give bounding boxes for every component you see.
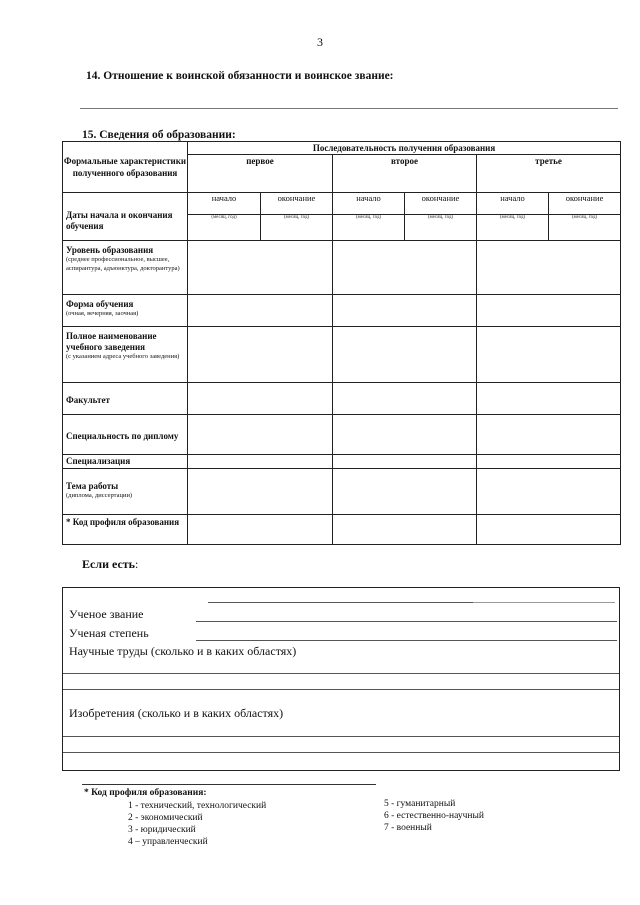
row-main: Даты начала и окончания обучения xyxy=(66,209,173,231)
profile-item-5: 5 - гуманитарный xyxy=(384,799,456,809)
military-status-line[interactable] xyxy=(80,108,618,109)
start-label: начало xyxy=(477,193,549,215)
level-cell-1[interactable] xyxy=(188,241,333,295)
row-label-profile-code xyxy=(63,515,188,545)
specialty-cell-1[interactable] xyxy=(188,415,333,455)
row-label-thesis xyxy=(63,469,188,515)
academic-degree-line[interactable] xyxy=(196,640,617,641)
sequence-header: Последовательность получения образования xyxy=(188,142,621,155)
end-label: окончание xyxy=(261,193,333,215)
profile-item-1: 1 - технический, технологический xyxy=(128,801,267,811)
form-cell-2[interactable] xyxy=(333,295,477,327)
faculty-cell-1[interactable] xyxy=(188,383,333,415)
level-cell-3[interactable] xyxy=(477,241,621,295)
row-label-dates xyxy=(63,193,188,241)
row-label-form xyxy=(63,295,188,327)
profile-item-4: 4 – управленческий xyxy=(128,837,208,847)
scientific-works-label: Научные труды (сколько и в каких областях) xyxy=(69,644,297,658)
academic-rank-line[interactable] xyxy=(196,621,617,622)
page-number: 3 xyxy=(317,35,323,49)
row-main: * Код профиля образования xyxy=(66,517,180,527)
footnote-title: * Код профиля образования: xyxy=(84,788,207,798)
inventions-label: Изобретения (сколько и в каких областях) xyxy=(69,706,284,720)
row-main: Форма обучения xyxy=(66,299,134,309)
profile-item-3: 3 - юридический xyxy=(128,825,196,835)
column-second: второе xyxy=(333,155,477,193)
scientific-works-line-2[interactable] xyxy=(63,689,619,690)
row-sub: (очная, вечерняя, заочная) xyxy=(66,310,139,317)
institution-cell-2[interactable] xyxy=(333,327,477,383)
start-label: начало xyxy=(333,193,405,215)
date-unit: (месяц, год) xyxy=(211,215,237,220)
end-label: окончание xyxy=(549,193,621,215)
if-any-title xyxy=(82,557,138,572)
additional-info-box xyxy=(62,587,620,771)
date-unit: (месяц, год) xyxy=(427,215,454,220)
row-main: Специальность по диплому xyxy=(66,431,179,441)
if-any-colon: : xyxy=(135,557,139,571)
profile-item-7: 7 - военный xyxy=(384,823,432,833)
date-cell-start-1[interactable] xyxy=(188,215,261,241)
row-main: Факультет xyxy=(66,395,110,405)
rank-line-b[interactable] xyxy=(473,602,615,603)
row-label-specialty xyxy=(63,415,188,455)
profile-cell-2[interactable] xyxy=(333,515,477,545)
specialization-cell-1[interactable] xyxy=(188,455,333,469)
if-any-label: Если есть xyxy=(82,557,136,571)
thesis-cell-3[interactable] xyxy=(477,469,621,515)
row-main: Уровень образования xyxy=(66,245,154,255)
profile-cell-3[interactable] xyxy=(477,515,621,545)
column-third: третье xyxy=(477,155,621,193)
profile-item-2: 2 - экономический xyxy=(128,813,203,823)
column-first: первое xyxy=(188,155,333,193)
faculty-cell-2[interactable] xyxy=(333,383,477,415)
date-unit: (месяц, год) xyxy=(499,215,526,220)
faculty-cell-3[interactable] xyxy=(477,383,621,415)
academic-degree-label: Ученая степень xyxy=(69,626,149,640)
specialty-cell-3[interactable] xyxy=(477,415,621,455)
specialty-cell-2[interactable] xyxy=(333,415,477,455)
specialization-cell-2[interactable] xyxy=(333,455,477,469)
education-table xyxy=(62,141,621,545)
section-14-title: 14. Отношение к воинской обязанности и воинское звание: xyxy=(86,70,394,82)
corner-header: Формальные характеристики полученного образования xyxy=(63,142,188,193)
scientific-works-line-1[interactable] xyxy=(63,673,619,674)
row-sub: (с указанием адреса учебного заведения) xyxy=(66,353,180,360)
inventions-line-2[interactable] xyxy=(63,752,619,753)
row-sub: (среднее профессиональное, высшее, аспирантура, адъюнктура, докторантура) xyxy=(66,256,180,272)
row-label-specialization xyxy=(63,455,188,469)
footnote-separator xyxy=(82,784,376,785)
date-cell-end-2[interactable] xyxy=(405,215,477,241)
thesis-cell-2[interactable] xyxy=(333,469,477,515)
section-15-title: 15. Сведения об образовании: xyxy=(82,129,236,141)
date-cell-end-1[interactable] xyxy=(261,215,333,241)
row-label-level xyxy=(63,241,188,295)
row-label-faculty xyxy=(63,383,188,415)
rank-line-a[interactable] xyxy=(208,602,473,603)
date-cell-end-3[interactable] xyxy=(549,215,621,241)
specialization-cell-3[interactable] xyxy=(477,455,621,469)
form-cell-3[interactable] xyxy=(477,295,621,327)
row-main: Полное наименование учебного заведения xyxy=(66,331,157,352)
row-main: Тема работы xyxy=(66,481,119,491)
end-label: окончание xyxy=(405,193,477,215)
date-unit: (месяц, год) xyxy=(355,215,382,220)
profile-cell-1[interactable] xyxy=(188,515,333,545)
start-label: начало xyxy=(188,193,261,215)
row-label-institution xyxy=(63,327,188,383)
thesis-cell-1[interactable] xyxy=(188,469,333,515)
row-sub: (диплома, диссертации) xyxy=(66,492,133,499)
date-unit: (месяц, год) xyxy=(283,215,310,220)
form-cell-1[interactable] xyxy=(188,295,333,327)
institution-cell-1[interactable] xyxy=(188,327,333,383)
row-main: Специализация xyxy=(66,456,131,466)
inventions-line-1[interactable] xyxy=(63,736,619,737)
level-cell-2[interactable] xyxy=(333,241,477,295)
date-cell-start-3[interactable] xyxy=(477,215,549,241)
date-unit: (месяц, год) xyxy=(571,215,598,220)
date-cell-start-2[interactable] xyxy=(333,215,405,241)
institution-cell-3[interactable] xyxy=(477,327,621,383)
profile-item-6: 6 - естественно-научный xyxy=(384,811,484,821)
academic-rank-label: Ученое звание xyxy=(69,607,144,621)
